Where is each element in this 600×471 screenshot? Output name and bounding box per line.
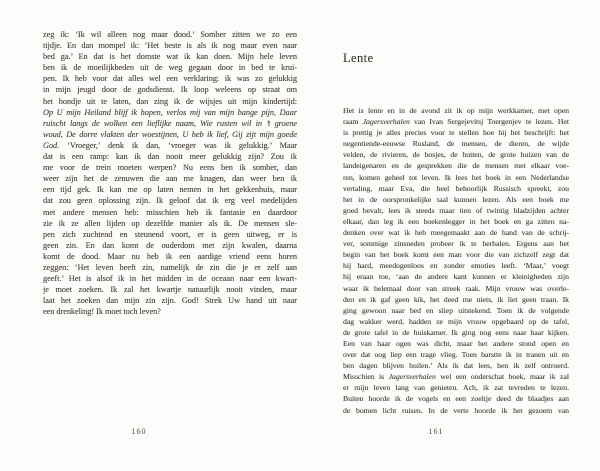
text-line: hij eraan toe, ‘aan de andere kant kunnen er kleinigheden zijn [343, 272, 569, 282]
text-line: denken over wat ik heb meegemaakt aan de hand van de schrij- [343, 228, 569, 238]
text-line: een tijd gek. Ik kan me op laten nemen in het gekkenhuis, maar [43, 185, 297, 195]
text-line: tijdje. En dan mompel ik: ‘Het beste is als ik nog maar even naar [43, 41, 297, 51]
text-line: in mijn jeugd door de godsdienst. Ik loop weleens op straat om [43, 85, 297, 95]
text-line: ruischt langs de wolken een lieflijke naam, Wie rusten wil in ’t groene [43, 118, 297, 128]
text-line: landeigenaren en de gesprekken die de mensen met elkaar voe- [343, 161, 569, 171]
text-line: ben ik de moeilijkheden uit de weg gegaan door in bed te krui- [43, 63, 297, 73]
left-page-number: 160 [131, 427, 147, 436]
text-line: er mijn leven lang van genieten. Ach, ik zat tevreden te lezen. [343, 383, 569, 393]
text-line: goed bevalt, lees ik steeds maar tien of twintig bladzijden achter [343, 205, 569, 215]
text-line: woud, De dorre vlakten der woestijnen, U heb ik lief, Gij zijt mijn goede [43, 129, 297, 139]
text-line: velden, de rivieren, de bosjes, de hutten, de grote huizen van de [343, 150, 569, 160]
right-page-number: 161 [428, 427, 444, 436]
text-line: de bomen licht ruisen. In de verte hoorde ik het gezoem van [343, 405, 569, 415]
text-line: geen zin. En dan komt de ouderdom met zijn kwalen, daarna [43, 240, 297, 250]
text-line: de grote tafel in de huiskamer. Ik ging nog eens naar haar kijken. [343, 327, 569, 337]
text-line: Een van haar ogen was dicht, maar het andere stond open en [343, 338, 569, 348]
text-line: Op U mijn Heiland blijf ik hopen, verlos mij van mijn bange pijn, Daar [43, 107, 297, 117]
text-line: zie ik ze allen lijden op dezelfde manier als ik. De mensen sle- [43, 218, 297, 228]
text-line: begin van het boek komt een man voor die van zichzelf zegt dat [343, 250, 569, 260]
left-page-text [43, 29, 297, 317]
text-line: geeft.’ Het is alsof ik in het midden in de oceaan naar een kwart- [43, 274, 297, 284]
text-line: ver, sommige zinsneden probeer ik te herhalen. Ergens aan het [343, 239, 569, 249]
text-line: Buiten hoorde ik de vogels en een zoeltje deed de blaadjes aan [343, 394, 569, 404]
text-line: Misschien is Jagersverhalen wel een onderschat boek, maar ik zal [343, 372, 569, 382]
text-line: komt de dood. Maar nu heb ik een aardige vriend eens horen [43, 251, 297, 261]
text-line: elkaar, dan leg ik een boekenlegger in het boek en ga zitten na- [343, 216, 569, 226]
text-line: me voor de trein moeten werpen? Nu eens ben ik somber, dan [43, 163, 297, 173]
text-line: het hondje uit te laten, dan zing ik de wijsjes uit mijn kindertijd: [43, 96, 297, 106]
text-line: een drenkeling! Ik moet toch leven? [43, 307, 161, 317]
text-line: bed ga.’ En dat is het domste wat ik kan doen. Mijn hele leven [43, 52, 297, 62]
text-line: vertaling, maar Eva, die heel behoorlijk Russisch spreekt, zou [343, 183, 569, 193]
text-line: ging gewoon naar bed en sliep uitstekend. Toen ik de volgende [343, 305, 569, 315]
text-line: het in de oorspronkelijke taal kunnen lezen. Als een boek me [343, 194, 569, 204]
text-line: God. ‘Vroeger,’ denk ik dan, ‘vroeger was ik gelukkig.’ Maar [43, 140, 297, 150]
chapter-title: Lente [343, 51, 374, 65]
text-line: dag wakker werd, hadden ze mijn vrouw opgebaard op de tafel, [343, 316, 569, 326]
text-line: negentiende-eeuwse Rusland, de mensen, de dieren, de wijde [343, 139, 569, 149]
text-line: hij hard, meedogenloos en zonder emoties leeft. ‘Maar,’ voegt [343, 261, 569, 271]
text-line: zeg ik: ‘Ik wil alleen nog maar dood.’ Somber zitten we zo een [43, 30, 297, 39]
text-line: ren, komen geheel tot leven. Ik lees het boek in een Nederlandse [343, 172, 569, 182]
text-line: dat is een ramp: kan ik dan nooit meer gelukkig zijn? Zou ik [43, 152, 297, 162]
text-line: dat zou geen oplossing zijn. Ik geloof dat ik erg veel medelijden [43, 196, 297, 206]
text-line: laat het zoeken dan mijn zin zijn. God! Strek Uw hand uit naar [43, 296, 297, 306]
text-line: ben dagen blijven huilen.’ Als ik dat lees, ben ik zelf ontroerd. [343, 361, 569, 371]
text-line: pen. Ik heb voor dat alles wel een verklaring: ik was zo gelukkig [43, 74, 297, 84]
text-line: zeggen: ‘Het leven heeft zin, namelijk de zin die je er zelf aan [43, 262, 297, 272]
text-line: over dat oog liep een trage vlieg. Toen barstte ik in tranen uit en [343, 350, 569, 360]
text-line: pen zich zuchtend en steunend voort, er is geen uitweg, er is [43, 229, 297, 239]
text-line: den en ik gaf geen kik, het deed me niets, ik liet geen traan. Ik [343, 294, 569, 304]
text-line: weer zijn het de zenuwen die aan me knagen, dan weer ben ik [43, 174, 297, 184]
text-line: met andere mensen heb: misschien heb ik fantasie en daardoor [43, 207, 297, 217]
text-line: waar ik helemaal door van streek raak. Mijn vrouw was overle- [343, 283, 569, 293]
right-page-text [343, 105, 569, 416]
text-line: raam Jagersverhalen van Ivan Sergejevitsj Toergenjev te lezen. Het [343, 117, 569, 127]
text-line: is prettig je alles precies voor te stellen hoe hij het beschrijft: het [343, 128, 569, 138]
text-line: je moet zoeken. Ik zal het kwartje natuurlijk nooit vinden, maar [43, 285, 297, 295]
text-line: Het is lente en in de avond zit ik op mijn werkkamer, met open [343, 106, 569, 115]
